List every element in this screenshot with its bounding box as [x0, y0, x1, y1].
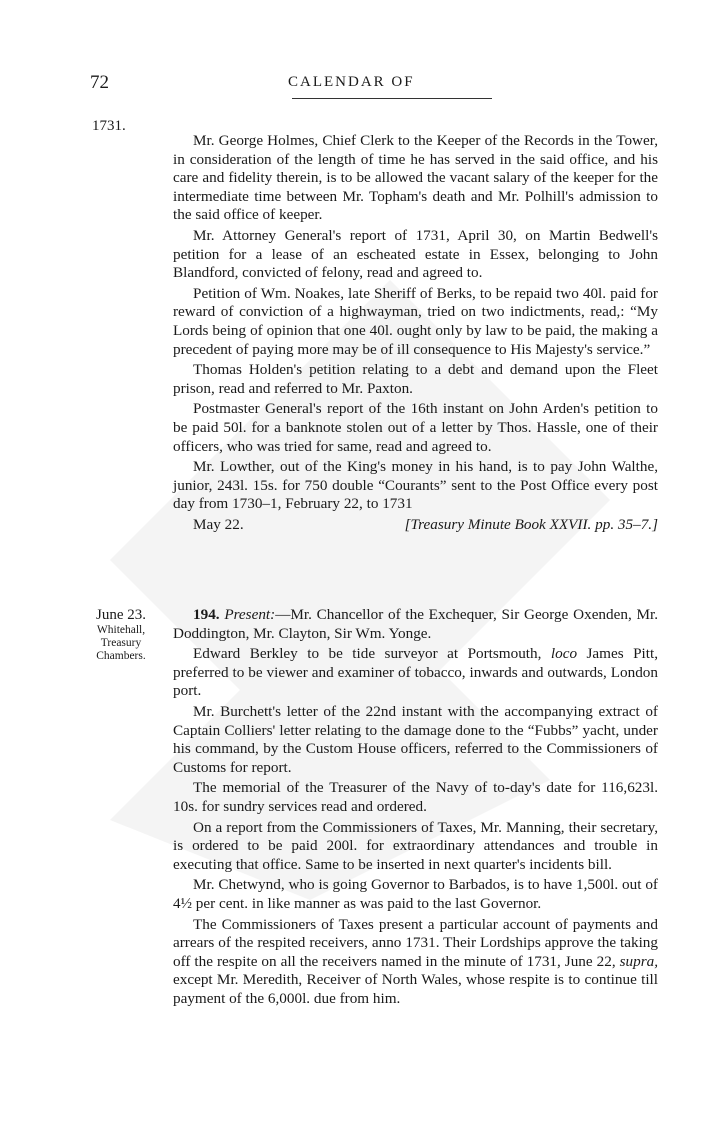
paragraph-present	[173, 606, 658, 643]
margin-year: 1731.	[92, 118, 126, 134]
receivers-text-b: except Mr. Meredith, Receiver of North Wales, whose respite is to continue till payment of the 6,000l. due from him.	[173, 971, 658, 1007]
berkley-text-a: Edward Berkley to be tide surveyor at Portsmouth,	[193, 645, 542, 663]
entry-194	[173, 606, 658, 1008]
page-number: 72	[90, 72, 109, 93]
margin-place-1: Whitehall,	[96, 624, 146, 636]
paragraph-attorney-general: Mr. Attorney General's report of 1731, April 30, on Martin Bedwell's petition for a lease of an escheated estate in Essex, belonging to John Blandford, convicted of felony, read and agreed to.	[173, 226, 658, 282]
margin-place-2: Treasury	[100, 637, 142, 649]
source-reference: [Treasury Minute Book XXVII. pp. 35–7.]	[404, 515, 658, 533]
paragraph-manning: On a report from the Commissioners of Taxes, Mr. Manning, their secretary, is ordered to be paid 200l. for extraordinary attendances and trouble in executing that office. Same to be inserted in next quarter's incidents bill.	[173, 818, 658, 873]
paragraph-holden: Thomas Holden's petition relating to a debt and demand upon the Fleet prison, read and referred to Mr. Paxton.	[173, 361, 658, 397]
present-list: —Mr. Chancellor of the Exchequer, Sir George Oxenden, Mr. Doddington, Mr. Clayton, Sir Wm. Yonge.	[173, 606, 659, 642]
header-rule	[292, 98, 492, 99]
paragraph-postmaster: Postmaster General's report of the 16th instant on John Arden's petition to be paid 50l. for a banknote stolen out of a letter by Thos. Hassle, one of their officers, who was tried for same, read and agreed to.	[173, 400, 658, 455]
paragraph-lowther: Mr. Lowther, out of the King's money in his hand, is to pay John Walthe, junior, 243l. 15s. for 750 double “Courants” sent to the Post Office every post day from 1730–1, February 22, to 1731	[173, 458, 658, 513]
margin-note-194	[80, 606, 162, 663]
paragraph-berkley	[173, 645, 658, 701]
entry-number: 194.	[193, 606, 220, 623]
margin-date: June 23.	[96, 607, 146, 623]
paragraph-noakes: Petition of Wm. Noakes, late Sheriff of Berks, to be repaid two 40l. paid for reward of conviction of a highwayman, tried on two indictments, read,: “My Lords being of opinion that one 40l. ought only by law to be paid, the making a precedent of paying more may be of ill consequence to His Majesty's service.”	[173, 284, 658, 358]
present-label: Present:	[224, 606, 276, 623]
paragraph-chetwynd: Mr. Chetwynd, who is going Governor to Barbados, is to have 1,500l. out of 4½ per cent. in like manner as was paid to the last Governor.	[173, 876, 658, 912]
paragraph-burchett: Mr. Burchett's letter of the 22nd instant with the accompanying extract of Captain Colliers' letter relating to the damage done to the “Fubbs” yacht, under his command, by the Custom House officers, referred to the Commissioners of Customs for report.	[173, 702, 658, 776]
paragraph-navy-memorial: The memorial of the Treasurer of the Navy of to-day's date for 116,623l. 10s. for sundry services read and ordered.	[173, 779, 658, 815]
margin-place-3: Chambers.	[96, 650, 146, 662]
paragraph-holmes: Mr. George Holmes, Chief Clerk to the Keeper of the Records in the Tower, in consideration of the length of time he has served in the said office, and his care and fidelity therein, is to be allowed the vacant salary of the keeper for the intermediate time between Mr. Topham's death and Mr. Polhill's admission to the said office of keeper.	[173, 132, 658, 224]
receivers-text-a: The Commissioners of Taxes present a particular account of payments and arrears of the respited receivers, anno 1731. Their Lordships approve the taking off the respite on all the receivers named in the minute of 1731, June 22,	[173, 915, 658, 970]
paragraph-lowther-end	[173, 516, 658, 535]
entry-193-continued	[173, 132, 658, 534]
running-title: CALENDAR OF	[288, 74, 415, 90]
paragraph-respited-receivers	[173, 916, 658, 1009]
date-end: May 22.	[193, 515, 244, 533]
berkley-text-b: James Pitt, preferred to be viewer and examiner of tobacco, inwards and outwards, London port.	[173, 645, 658, 700]
supra-word: supra,	[619, 952, 659, 970]
loco-word: loco	[550, 645, 578, 663]
